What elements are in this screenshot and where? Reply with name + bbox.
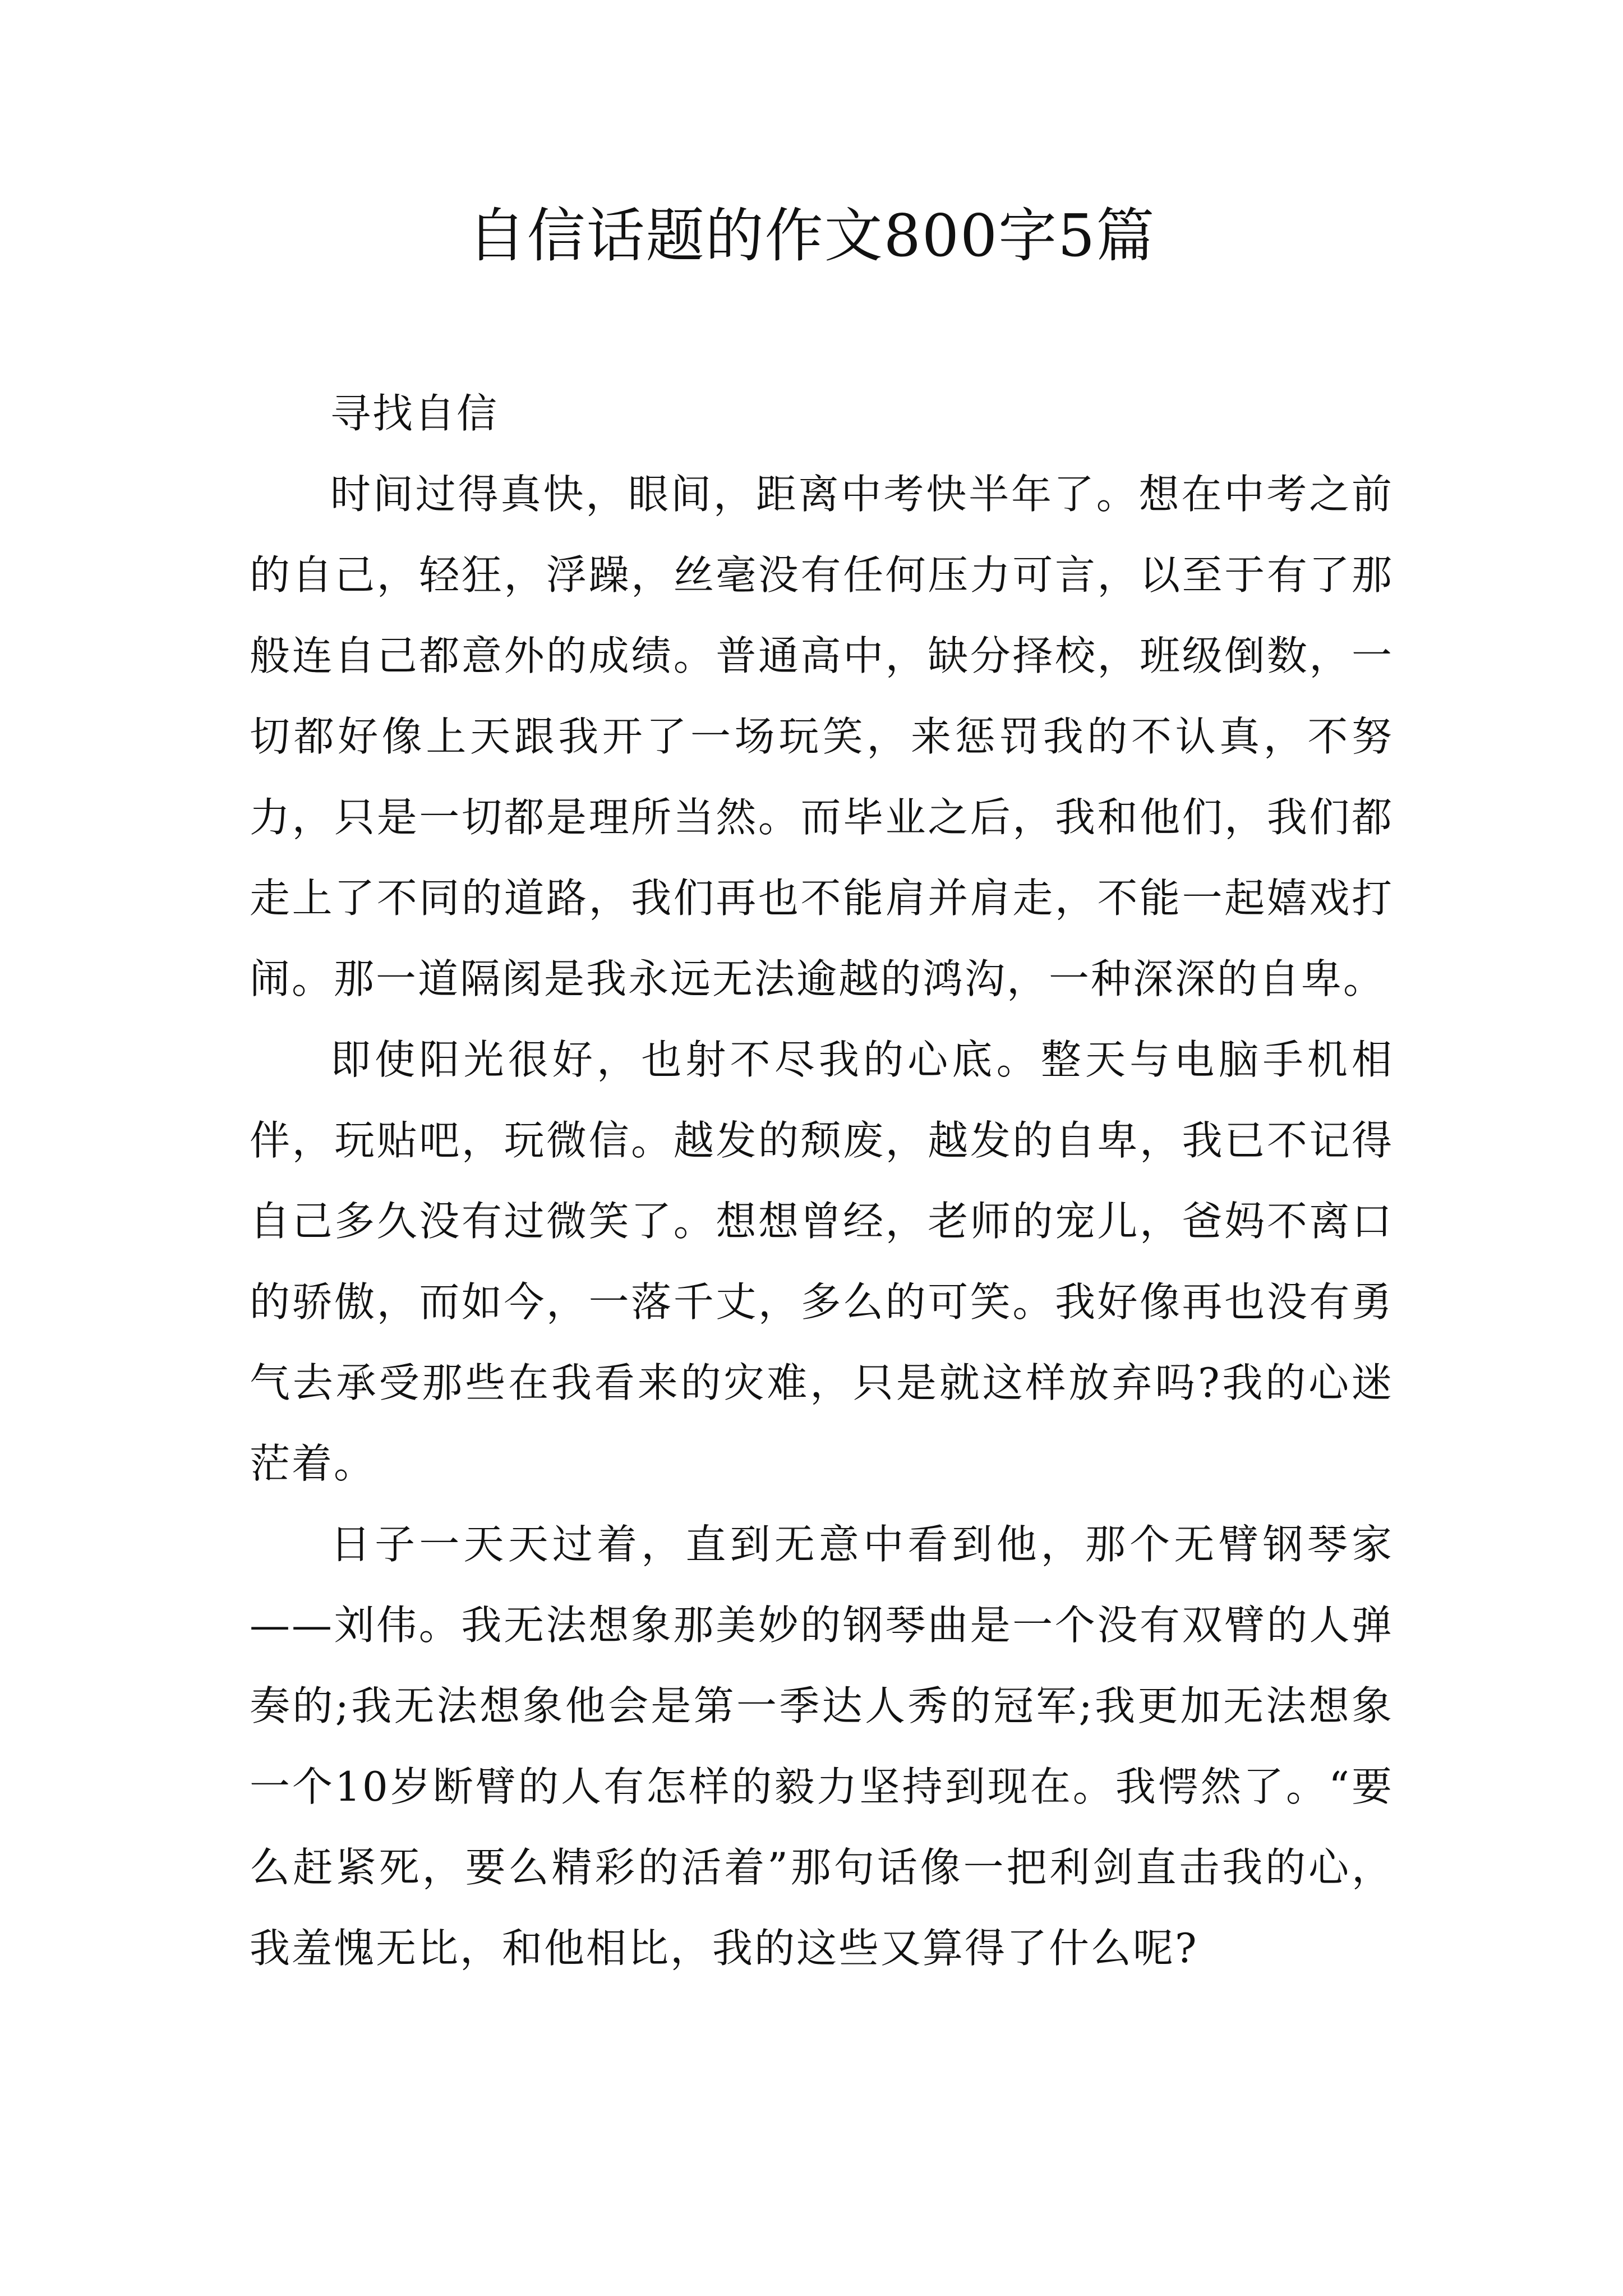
paragraph-2: 即使阳光很好，也射不尽我的心底。整天与电脑手机相伴，玩贴吧，玩微信。越发的颓废，越发的自卑，我已不记得自己多久没有过微笑了。想想曾经，老师的宠儿，爸妈不离口的骄傲，而如今，一落千丈，多么的可笑。我好像再也没有勇气去承受那些在我看来的灾难，只是就这样放弃吗?我的心迷茫着。: [250, 1036, 1394, 1487]
paragraph-3: 日子一天天过着，直到无意中看到他，那个无臂钢琴家——刘伟。我无法想象那美妙的钢琴曲是一个没有双臂的人弹奏的;我无法想象他会是第一季达人秀的冠军;我更加无法想象一个10岁断臂的人有怎样的毅力坚持到现在。我愕然了。“要么赶紧死，要么精彩的活着”那句话像一把利剑直击我的心，我羞愧无比，和他相比，我的这些又算得了什么呢?: [250, 1521, 1394, 1972]
section-heading: 寻找自信: [330, 390, 499, 437]
document-body: [250, 373, 1394, 1989]
paragraph-1: 时间过得真快，眼间，距离中考快半年了。想在中考之前的自己，轻狂，浮躁，丝毫没有任何压力可言，以至于有了那般连自己都意外的成绩。普通高中，缺分择校，班级倒数，一切都好像上天跟我开了一场玩笑，来惩罚我的不认真，不努力，只是一切都是理所当然。而毕业之后，我和他们，我们都走上了不同的道路，我们再也不能肩并肩走，不能一起嬉戏打闹。那一道隔阂是我永远无法逾越的鸿沟，一种深深的自卑。: [250, 471, 1394, 1002]
document-title: 自信话题的作文800字5篇: [467, 201, 1156, 270]
